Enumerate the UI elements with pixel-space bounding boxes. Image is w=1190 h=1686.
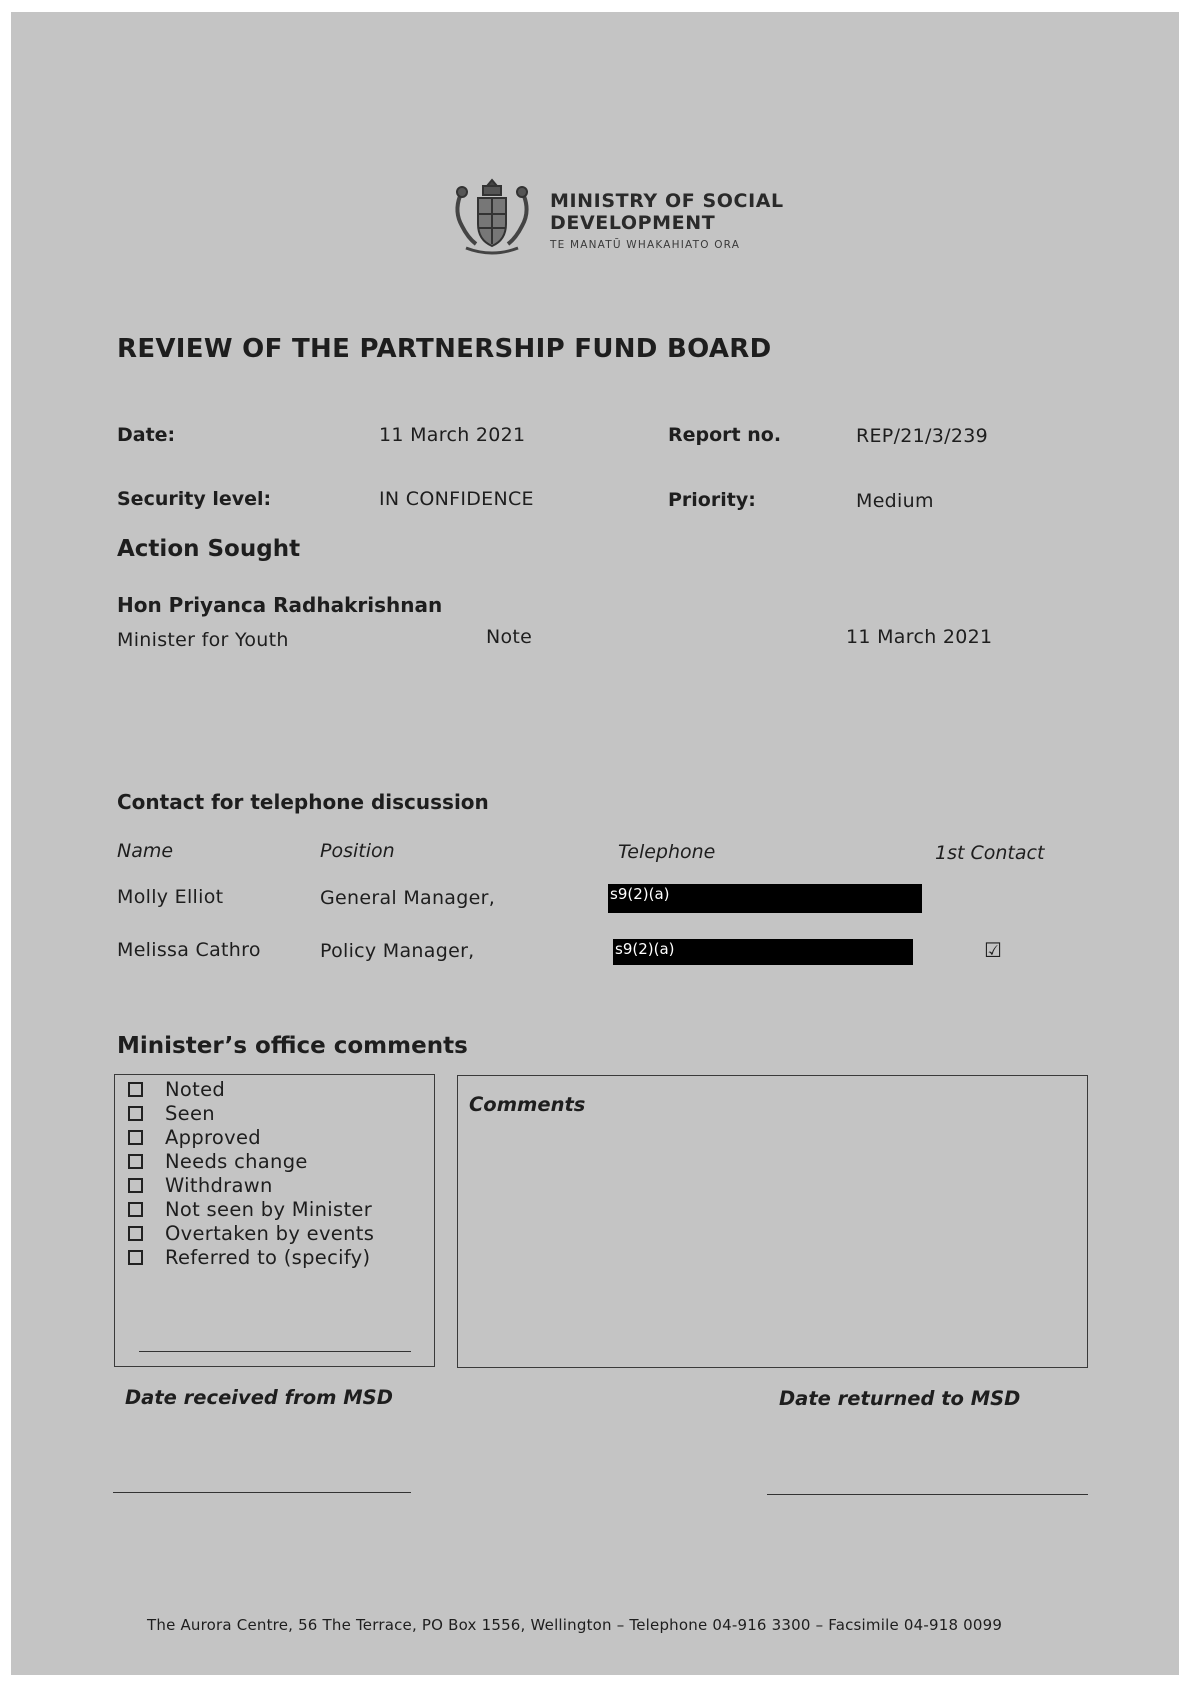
option-seen[interactable]: Seen bbox=[128, 1101, 374, 1125]
contact-row-2-position: Policy Manager, bbox=[320, 940, 475, 962]
checkbox-icon[interactable] bbox=[128, 1250, 143, 1265]
checkbox-icon[interactable] bbox=[128, 1154, 143, 1169]
option-withdrawn[interactable]: Withdrawn bbox=[128, 1173, 374, 1197]
checkbox-icon[interactable] bbox=[128, 1178, 143, 1193]
contact-row-2-name: Melissa Cathro bbox=[117, 939, 261, 961]
date-returned-label: Date returned to MSD bbox=[779, 1387, 1021, 1410]
date-received-label: Date received from MSD bbox=[125, 1386, 393, 1409]
option-referred[interactable]: Referred to (specify) bbox=[128, 1245, 374, 1269]
minister-name: Hon Priyanca Radhakrishnan bbox=[117, 593, 443, 617]
priority-value: Medium bbox=[856, 490, 934, 512]
contact-heading: Contact for telephone discussion bbox=[117, 790, 489, 814]
comments-box[interactable] bbox=[457, 1075, 1088, 1368]
option-noted[interactable]: Noted bbox=[128, 1077, 374, 1101]
col-header-first-contact: 1st Contact bbox=[935, 842, 1045, 864]
priority-label: Priority: bbox=[668, 489, 756, 511]
action-deadline: 11 March 2021 bbox=[846, 626, 993, 648]
col-header-position: Position bbox=[320, 840, 395, 862]
action-type: Note bbox=[486, 626, 533, 648]
contact-row-1-telephone-redacted: s9(2)(a) bbox=[608, 884, 922, 913]
date-received-line bbox=[113, 1492, 411, 1493]
status-options-box bbox=[114, 1074, 435, 1367]
checkbox-icon[interactable] bbox=[128, 1226, 143, 1241]
report-no-value: REP/21/3/239 bbox=[856, 425, 988, 447]
status-options-list bbox=[128, 1077, 374, 1269]
coat-of-arms-logo bbox=[448, 176, 536, 258]
contact-row-2-telephone-redacted: s9(2)(a) bbox=[613, 939, 913, 965]
checkbox-icon[interactable] bbox=[128, 1082, 143, 1097]
date-returned-line bbox=[767, 1494, 1088, 1495]
org-maori-name: TE MANATŪ WHAKAHIATO ORA bbox=[550, 239, 741, 251]
footer-address: The Aurora Centre, 56 The Terrace, PO Box 1556, Wellington – Telephone 04-916 3300 – Facsimile 04-918 0099 bbox=[147, 1616, 1003, 1634]
referred-to-line bbox=[139, 1351, 411, 1352]
option-not-seen[interactable]: Not seen by Minister bbox=[128, 1197, 374, 1221]
office-comments-heading: Minister’s office comments bbox=[117, 1033, 468, 1059]
comments-label: Comments bbox=[469, 1093, 586, 1116]
contact-row-1-name: Molly Elliot bbox=[117, 886, 224, 908]
checkbox-icon[interactable] bbox=[128, 1202, 143, 1217]
date-label: Date: bbox=[117, 424, 176, 446]
minister-title: Minister for Youth bbox=[117, 629, 289, 651]
page-title: REVIEW OF THE PARTNERSHIP FUND BOARD bbox=[117, 334, 772, 364]
col-header-telephone: Telephone bbox=[618, 841, 716, 863]
action-sought-heading: Action Sought bbox=[117, 536, 301, 562]
checkbox-icon[interactable] bbox=[128, 1106, 143, 1121]
first-contact-checked-icon: ☑ bbox=[984, 938, 1002, 962]
col-header-name: Name bbox=[117, 840, 174, 862]
security-level-label: Security level: bbox=[117, 488, 272, 510]
option-needs-change[interactable]: Needs change bbox=[128, 1149, 374, 1173]
option-overtaken[interactable]: Overtaken by events bbox=[128, 1221, 374, 1245]
contact-row-1-position: General Manager, bbox=[320, 887, 496, 909]
report-no-label: Report no. bbox=[668, 424, 782, 446]
date-value: 11 March 2021 bbox=[379, 424, 526, 446]
security-level-value: IN CONFIDENCE bbox=[379, 488, 534, 510]
option-approved[interactable]: Approved bbox=[128, 1125, 374, 1149]
checkbox-icon[interactable] bbox=[128, 1130, 143, 1145]
org-name-line2: DEVELOPMENT bbox=[550, 212, 716, 234]
org-name-line1: MINISTRY OF SOCIAL bbox=[550, 190, 784, 212]
